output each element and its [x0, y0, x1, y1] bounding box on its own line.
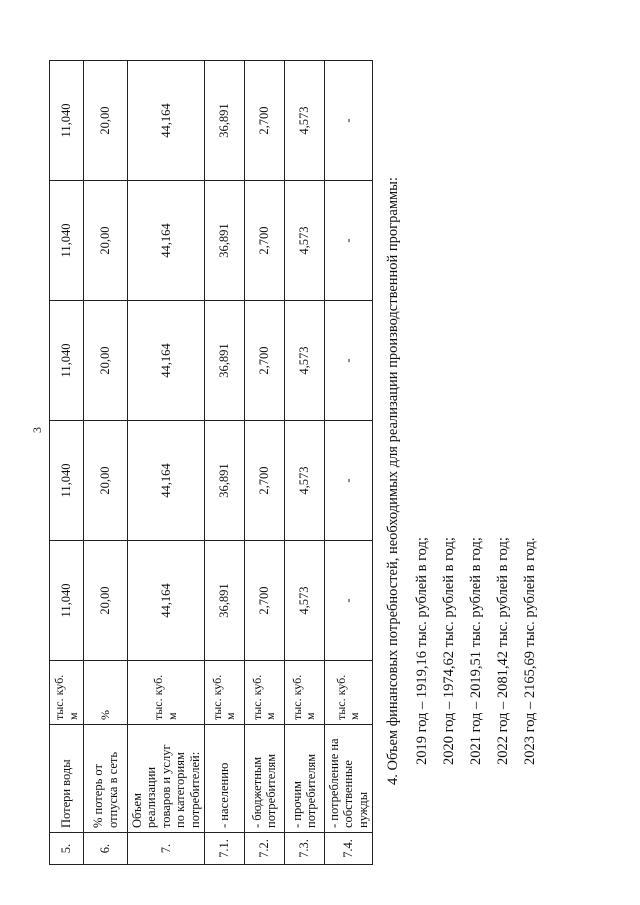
year-value-2: 4,573: [284, 421, 324, 541]
year-value-2: 11,040: [50, 421, 84, 541]
row-number: 7.1.: [204, 833, 244, 865]
year-value-5: 36,891: [204, 61, 244, 181]
table-row: [324, 61, 372, 865]
year-value-4: 4,573: [284, 181, 324, 301]
year-value-4: -: [324, 181, 372, 301]
unit-of-measure: тыс. куб. м: [204, 661, 244, 725]
page-number: 3: [30, 427, 44, 433]
year-value-2: 36,891: [204, 421, 244, 541]
year-value-3: 2,700: [244, 301, 284, 421]
year-line-2020: 2020 год – 1974,62 тыс. рублей в год;: [441, 537, 457, 765]
row-number: 7.4.: [324, 833, 372, 865]
indicator-name: - бюджетным потребителям: [244, 725, 284, 833]
year-value-3: 4,573: [284, 301, 324, 421]
row-number: 5.: [50, 833, 84, 865]
year-value-3: -: [324, 301, 372, 421]
unit-of-measure: тыс. куб. м: [284, 661, 324, 725]
year-value-1: 4,573: [284, 541, 324, 661]
year-value-1: -: [324, 541, 372, 661]
table-row: [204, 61, 244, 865]
year-value-1: 44,164: [128, 541, 205, 661]
year-value-2: 44,164: [128, 421, 205, 541]
year-line-2023: 2023 год – 2165,69 тыс. рублей в год.: [522, 537, 538, 765]
unit-of-measure: %: [84, 661, 128, 725]
year-value-5: -: [324, 61, 372, 181]
financial-needs-section: [385, 45, 549, 785]
year-value-2: 2,700: [244, 421, 284, 541]
table-row: [84, 61, 128, 865]
year-value-2: 20,00: [84, 421, 128, 541]
year-value-1: 20,00: [84, 541, 128, 661]
year-value-1: 2,700: [244, 541, 284, 661]
year-value-4: 11,040: [50, 181, 84, 301]
year-value-3: 11,040: [50, 301, 84, 421]
indicator-name: - населению: [204, 725, 244, 833]
table-row: [50, 61, 84, 865]
unit-of-measure: тыс. куб. м: [128, 661, 205, 725]
year-line-2021: 2021 год – 2019,51 тыс. рублей в год;: [468, 537, 484, 765]
year-line-2022: 2022 год – 2081,42 тыс. рублей в год;: [495, 537, 511, 765]
year-value-3: 36,891: [204, 301, 244, 421]
indicator-name: - потребление на собственные нужды: [324, 725, 372, 833]
table-row: [128, 61, 205, 865]
year-value-4: 20,00: [84, 181, 128, 301]
unit-of-measure: тыс. куб. м: [50, 661, 84, 725]
year-value-1: 36,891: [204, 541, 244, 661]
row-number: 7.: [128, 833, 205, 865]
year-value-4: 2,700: [244, 181, 284, 301]
year-value-5: 44,164: [128, 61, 205, 181]
year-value-3: 20,00: [84, 301, 128, 421]
unit-of-measure: тыс. куб. м: [324, 661, 372, 725]
year-value-5: 20,00: [84, 61, 128, 181]
year-value-1: 11,040: [50, 541, 84, 661]
indicator-name: Объем реализации товаров и услуг по категориям потребителей:: [128, 725, 205, 833]
year-value-5: 4,573: [284, 61, 324, 181]
indicator-name: % потерь от отпуска в сеть: [84, 725, 128, 833]
row-number: 6.: [84, 833, 128, 865]
table-row: [284, 61, 324, 865]
year-line-2019: 2019 год – 1919,16 тыс. рублей в год;: [414, 537, 430, 765]
indicator-name: - прочим потребителям: [284, 725, 324, 833]
table-row: [244, 61, 284, 865]
indicator-name: Потери воды: [50, 725, 84, 833]
year-value-2: -: [324, 421, 372, 541]
year-value-5: 11,040: [50, 61, 84, 181]
year-value-3: 44,164: [128, 301, 205, 421]
row-number: 7.2.: [244, 833, 284, 865]
year-value-5: 2,700: [244, 61, 284, 181]
section-heading: 4. Объем финансовых потребностей, необходимых для реализации производственной программы:: [385, 177, 401, 785]
unit-of-measure: тыс. куб. м: [244, 661, 284, 725]
row-number: 7.3.: [284, 833, 324, 865]
production-indicators-table: [49, 60, 373, 865]
year-value-4: 44,164: [128, 181, 205, 301]
year-value-4: 36,891: [204, 181, 244, 301]
